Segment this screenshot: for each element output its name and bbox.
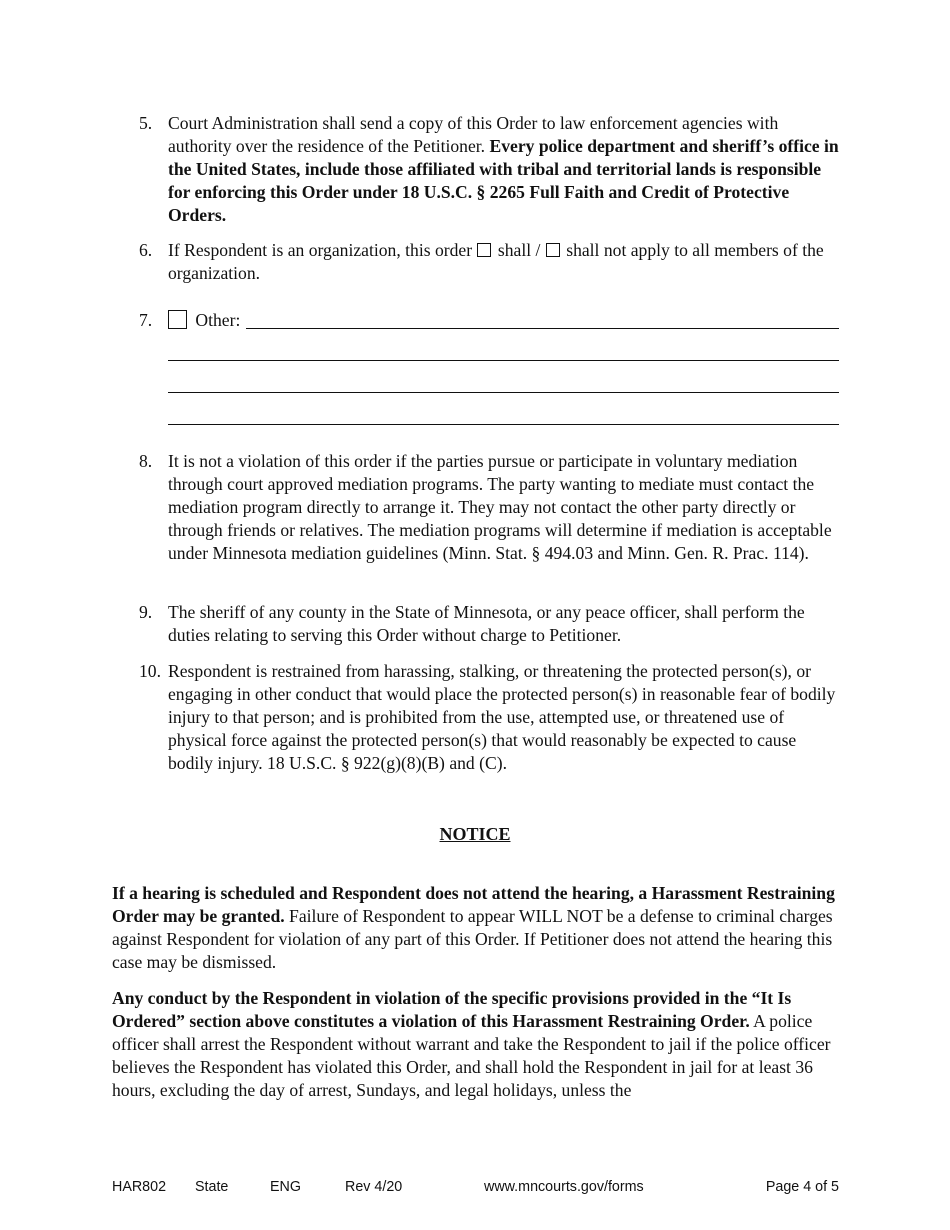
item-number: 6. bbox=[139, 240, 153, 260]
item-number: 9. bbox=[139, 602, 153, 622]
item-number: 7. bbox=[139, 310, 153, 330]
other-field-line-3[interactable] bbox=[168, 392, 839, 393]
footer-state: State bbox=[195, 1179, 229, 1195]
item-text-a: If Respondent is an organization, this order bbox=[168, 240, 473, 260]
item-text-b: shall not apply to all members of the organization. bbox=[168, 240, 824, 283]
notice-p2-bold: Any conduct by the Respondent in violation of the specific provisions provided in the “It Is Ordered” section above constitutes a violation of this Harassment Restraining Order. bbox=[112, 988, 792, 1031]
footer-form-id: HAR802 bbox=[112, 1179, 167, 1195]
item-number: 8. bbox=[139, 451, 153, 471]
footer-url[interactable]: www.mncourts.gov/forms bbox=[484, 1179, 644, 1195]
footer-language: ENG bbox=[270, 1179, 301, 1195]
item-text: The sheriff of any county in the State of Minnesota, or any peace officer, shall perform the duties relating to serving this Order without charge to Petitioner. bbox=[168, 602, 805, 645]
item-text: It is not a violation of this order if the parties pursue or participate in voluntary mediation through court approved mediation programs. The party wanting to mediate must contact the mediation program directly to arrange it. They may not contact the other party directly or through friends or relatives. The mediation programs will determine if mediation is acceptable under Minnesota mediation guidelines (Minn. Stat. § 494.03 and Minn. Gen. R. Prac. 114). bbox=[168, 451, 832, 563]
notice-p2-plain: A police officer shall arrest the Respondent without warrant and take the Respondent to jail if the police officer believes the Respondent has violated this Order, and shall hold the Respondent in jail for at least 36 hours, excluding the day of arrest, Sundays, and legal holidays, unless the bbox=[112, 1011, 831, 1100]
footer-revision: Rev 4/20 bbox=[345, 1179, 403, 1195]
shall-checkbox[interactable] bbox=[477, 243, 491, 257]
item-text: Respondent is restrained from harassing, stalking, or threatening the protected person(s), or engaging in other conduct that would place the protected person(s) in reasonable fear of bodily injury to that person; and is prohibited from the use, attempted use, or threatened use of physical force against the protected person(s) that would reasonably be expected to cause bodily injury. 18 U.S.C. § 922(g)(8)(B) and (C). bbox=[168, 661, 836, 773]
shall-label: shall / bbox=[497, 240, 541, 260]
notice-paragraph-1 bbox=[112, 882, 842, 974]
other-label: Other: bbox=[195, 310, 241, 330]
other-field-line-1[interactable] bbox=[246, 328, 839, 329]
other-checkbox[interactable] bbox=[168, 310, 187, 329]
footer-page-number: Page 4 of 5 bbox=[765, 1179, 839, 1195]
item-text bbox=[168, 112, 840, 227]
item-text-plain: Court Administration shall send a copy of this Order to law enforcement agencies with authority over the residence of the Petitioner. bbox=[168, 113, 779, 156]
item-number: 10. bbox=[139, 661, 161, 681]
other-field-line-2[interactable] bbox=[168, 360, 839, 361]
notice-paragraph-2 bbox=[112, 987, 842, 1102]
notice-p1-bold: If a hearing is scheduled and Respondent does not attend the hearing, a Harassment Restraining Order may be granted. bbox=[112, 883, 835, 926]
item-text-bold: Every police department and sheriff’s office in the United States, include those affiliated with tribal and territorial lands is responsible for enforcing this Order under 18 U.S.C. § 2265 Full Faith and Credit of Protective Orders. bbox=[168, 136, 839, 225]
notice-p1-plain: Failure of Respondent to appear WILL NOT be a defense to criminal charges against Respondent for violation of any part of this Order. If Petitioner does not attend the hearing this case may be dismissed. bbox=[112, 906, 833, 972]
item-text bbox=[168, 239, 840, 285]
other-field-line-4[interactable] bbox=[168, 424, 839, 425]
shall-not-checkbox[interactable] bbox=[546, 243, 560, 257]
notice-heading: NOTICE bbox=[439, 824, 511, 844]
item-number: 5. bbox=[139, 113, 153, 133]
